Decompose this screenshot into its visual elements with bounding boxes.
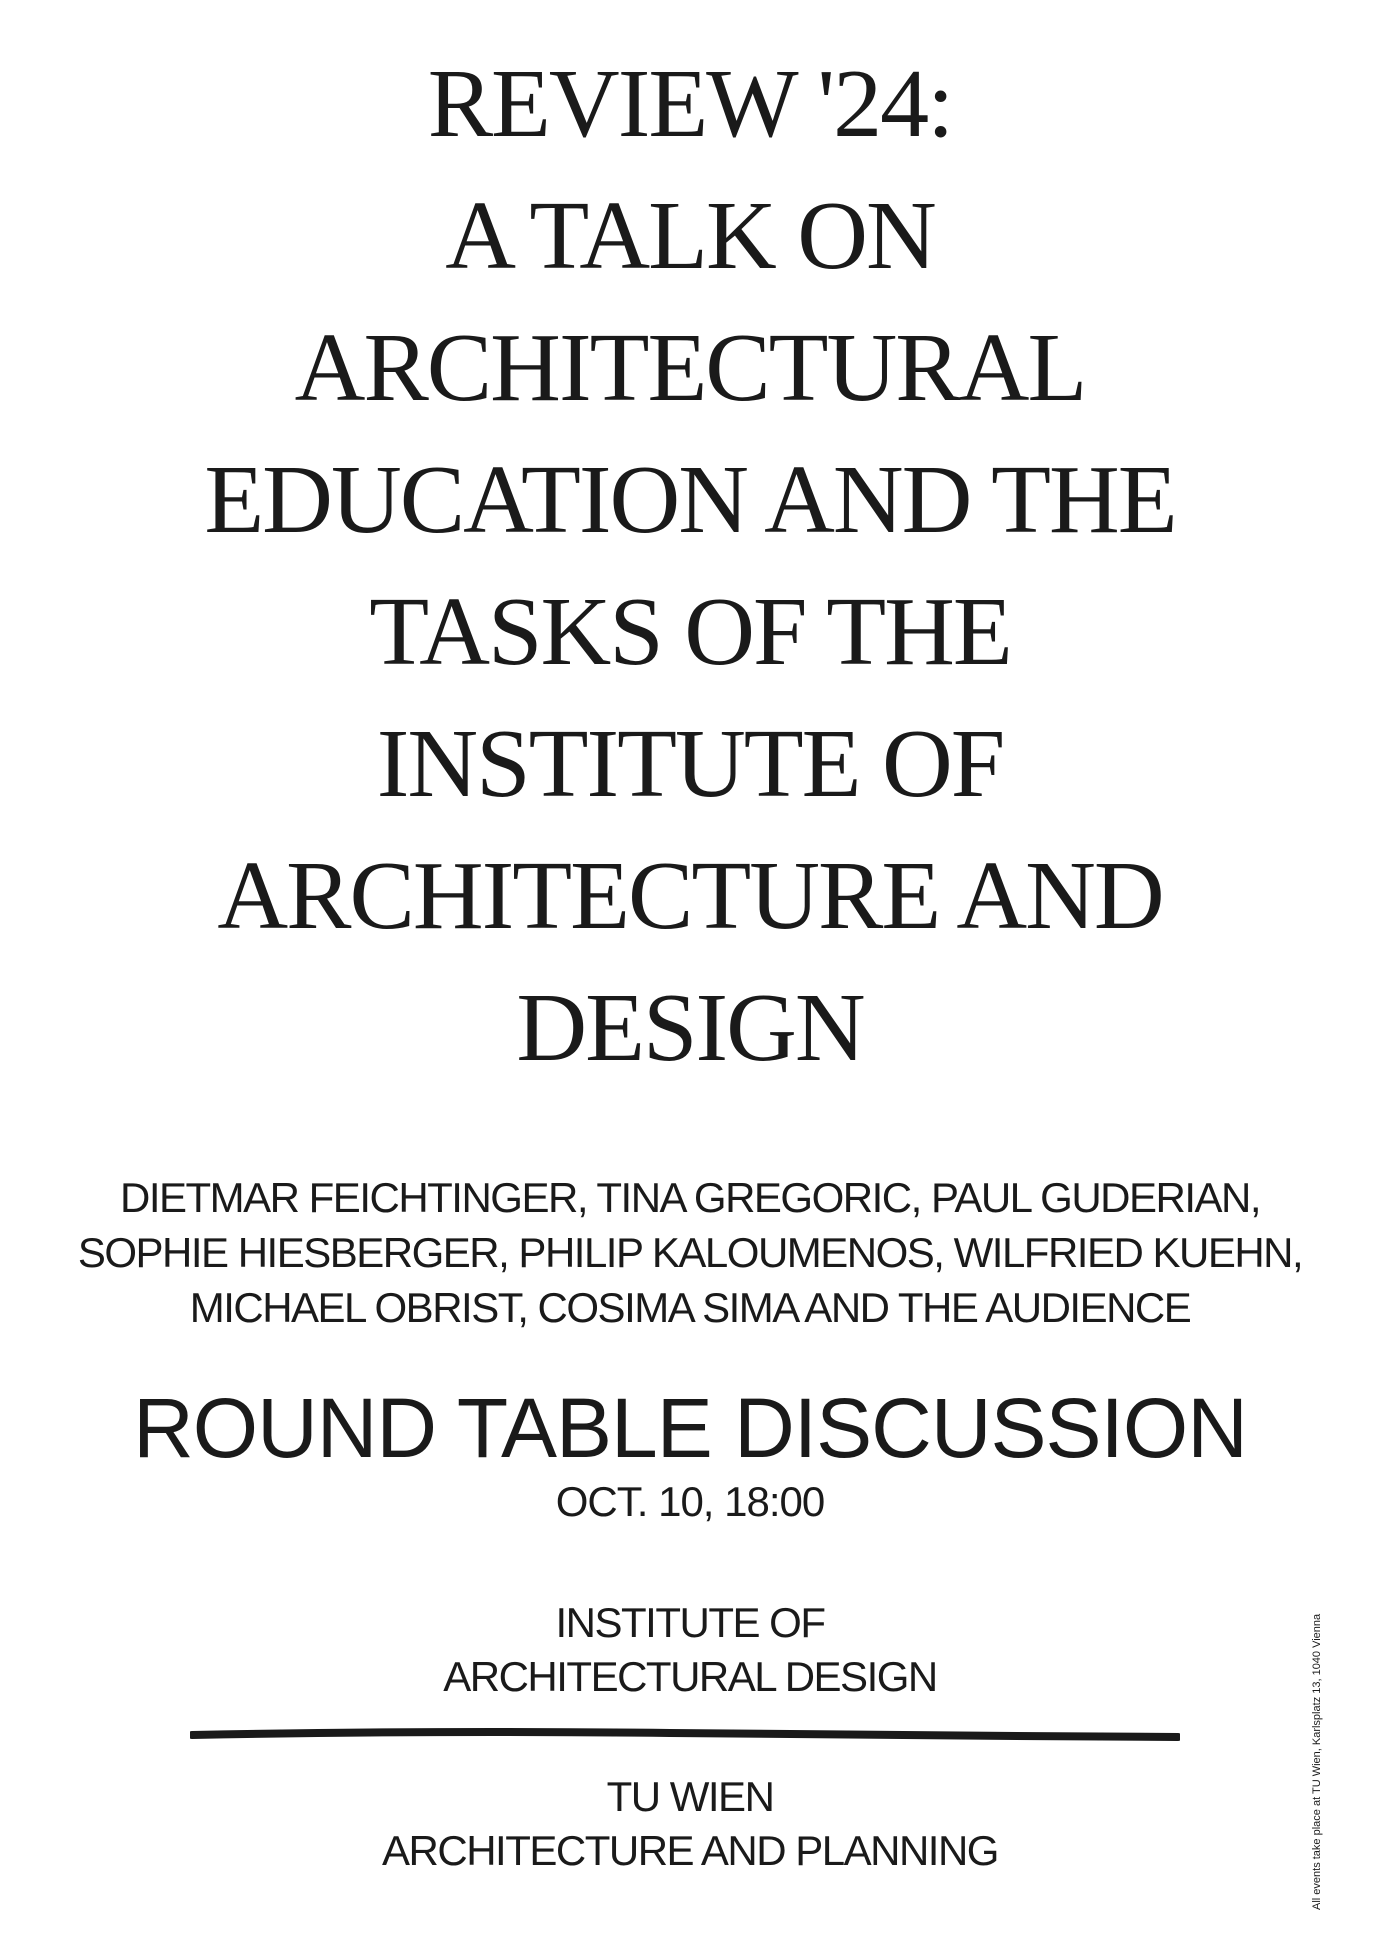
divider-line: [190, 1726, 1180, 1744]
speakers-list: [0, 1170, 1380, 1335]
title-line: ARCHITECTURAL: [294, 314, 1086, 422]
event-format: ROUND TABLE DISCUSSION: [133, 1381, 1247, 1475]
institute-line: ARCHITECTURAL DESIGN: [443, 1653, 937, 1700]
institute-line: INSTITUTE OF: [555, 1599, 825, 1646]
title-line: REVIEW '24:: [427, 50, 953, 158]
institute-name: [0, 1596, 1380, 1704]
university-line: TU WIEN: [606, 1773, 774, 1820]
poster-title: [0, 38, 1380, 1094]
title-line: EDUCATION AND THE: [204, 446, 1176, 554]
title-line: DESIGN: [516, 974, 864, 1082]
speakers-line: MICHAEL OBRIST, COSIMA SIMA AND THE AUDIENCE: [189, 1284, 1191, 1331]
speakers-line: DIETMAR FEICHTINGER, TINA GREGORIC, PAUL GUDERIAN,: [119, 1174, 1261, 1221]
title-line: ARCHITECTURE AND: [217, 842, 1163, 950]
university-line: ARCHITECTURE AND PLANNING: [382, 1827, 998, 1874]
title-line: INSTITUTE OF: [376, 710, 1004, 818]
title-line: A TALK ON: [445, 182, 935, 290]
event-datetime: OCT. 10, 18:00: [555, 1478, 825, 1525]
speakers-line: SOPHIE HIESBERGER, PHILIP KALOUMENOS, WILFRIED KUEHN,: [77, 1229, 1303, 1276]
title-line: TASKS OF THE: [369, 578, 1011, 686]
venue-footnote: All events take place at TU Wien, Karlsplatz 13, 1040 Vienna: [1311, 1613, 1323, 1910]
university-name: [0, 1770, 1380, 1878]
